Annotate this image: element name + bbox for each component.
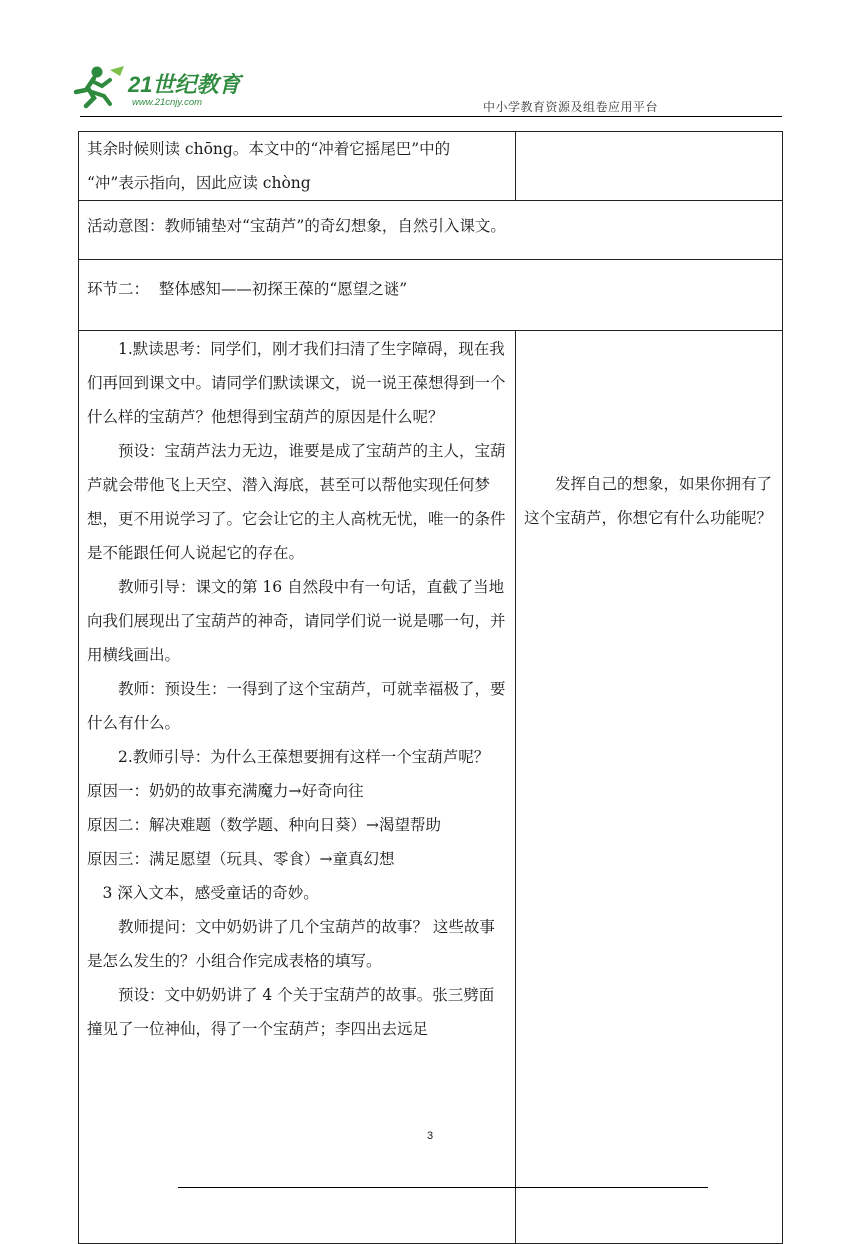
section-heading-cell (79, 260, 783, 331)
activity-note-text: 发挥自己的想象，如果你拥有了这个宝葫芦，你想它有什么功能呢？ (524, 475, 773, 527)
table-row (79, 201, 783, 260)
activity-intent-text: 活动意图：教师铺垫对“宝葫芦”的奇幻想象，自然引入课文。 (87, 217, 506, 235)
paragraph-teacher: 教师：预设生：一得到了这个宝葫芦，可就幸福极了，要什么有什么。 (87, 680, 506, 732)
lesson-plan-table (78, 131, 783, 1244)
logo-text: 21世纪教育 (128, 72, 241, 97)
section-heading: 环节二： 整体感知——初探王葆的“愿望之谜” (87, 280, 408, 298)
reason-2: 原因二：解决难题（数学题、种向日葵）→渴望帮助 (87, 816, 441, 834)
footer-divider (178, 1187, 708, 1188)
paragraph-preset-1: 预设：宝葫芦法力无边，谁要是成了宝葫芦的主人，宝葫芦就会带他飞上天空、潜入海底，甚至可以帮他实现任何梦想，更不用说学习了。它会让它的主人高枕无忧，唯一的条件是不能跟任何人说起它的存在。 (87, 442, 506, 562)
pronunciation-cell (79, 132, 516, 201)
paragraph-question: 教师提问：文中奶奶讲了几个宝葫芦的故事？ 这些故事是怎么发生的？小组合作完成表格的填写。 (87, 918, 495, 970)
paragraph-step-3: 3 深入文本，感受童话的奇妙。 (102, 884, 319, 902)
reason-1: 原因一：奶奶的故事充满魔力→好奇向往 (87, 782, 364, 800)
paragraph-preset-2: 预设：文中奶奶讲了 4 个关于宝葫芦的故事。张三劈面撞见了一位神仙，得了一个宝葫芦；李四出去远足 (87, 986, 495, 1038)
table-row (79, 331, 783, 1244)
reason-3: 原因三：满足愿望（玩具、零食）→童真幻想 (87, 850, 395, 868)
paragraph-guide-1: 教师引导：课文的第 16 自然段中有一句话，直截了当地向我们展现出了宝葫芦的神奇，请同学们说一说是哪一句，并用横线画出。 (87, 578, 506, 664)
header-divider (80, 116, 782, 117)
activity-intent-cell (79, 201, 783, 260)
logo-subtext: www.21cnjy.com (132, 97, 203, 108)
pronunciation-line-2: “冲”表示指向，因此应读 chòng (87, 174, 311, 192)
table-row (79, 132, 783, 201)
platform-title: 中小学教育资源及组卷应用平台 (482, 100, 658, 114)
runner-icon (76, 66, 124, 106)
teaching-process-cell (79, 331, 516, 1244)
paragraph-guide-2: 2.教师引导：为什么王葆想要拥有这样一个宝葫芦呢？ (118, 748, 490, 766)
empty-note-cell (516, 132, 783, 201)
activity-note-cell (516, 331, 783, 1244)
page-number: 3 (426, 1130, 434, 1142)
site-logo (72, 62, 252, 110)
paragraph-reading: 1.默读思考：同学们，刚才我们扫清了生字障碍，现在我们再回到课文中。请同学们默读课文，说一说王葆想得到一个什么样的宝葫芦？他想得到宝葫芦的原因是什么呢？ (87, 340, 506, 426)
pronunciation-line-1: 其余时候则读 chōng。本文中的“冲着它摇尾巴”中的 (87, 140, 451, 158)
table-row (79, 260, 783, 331)
